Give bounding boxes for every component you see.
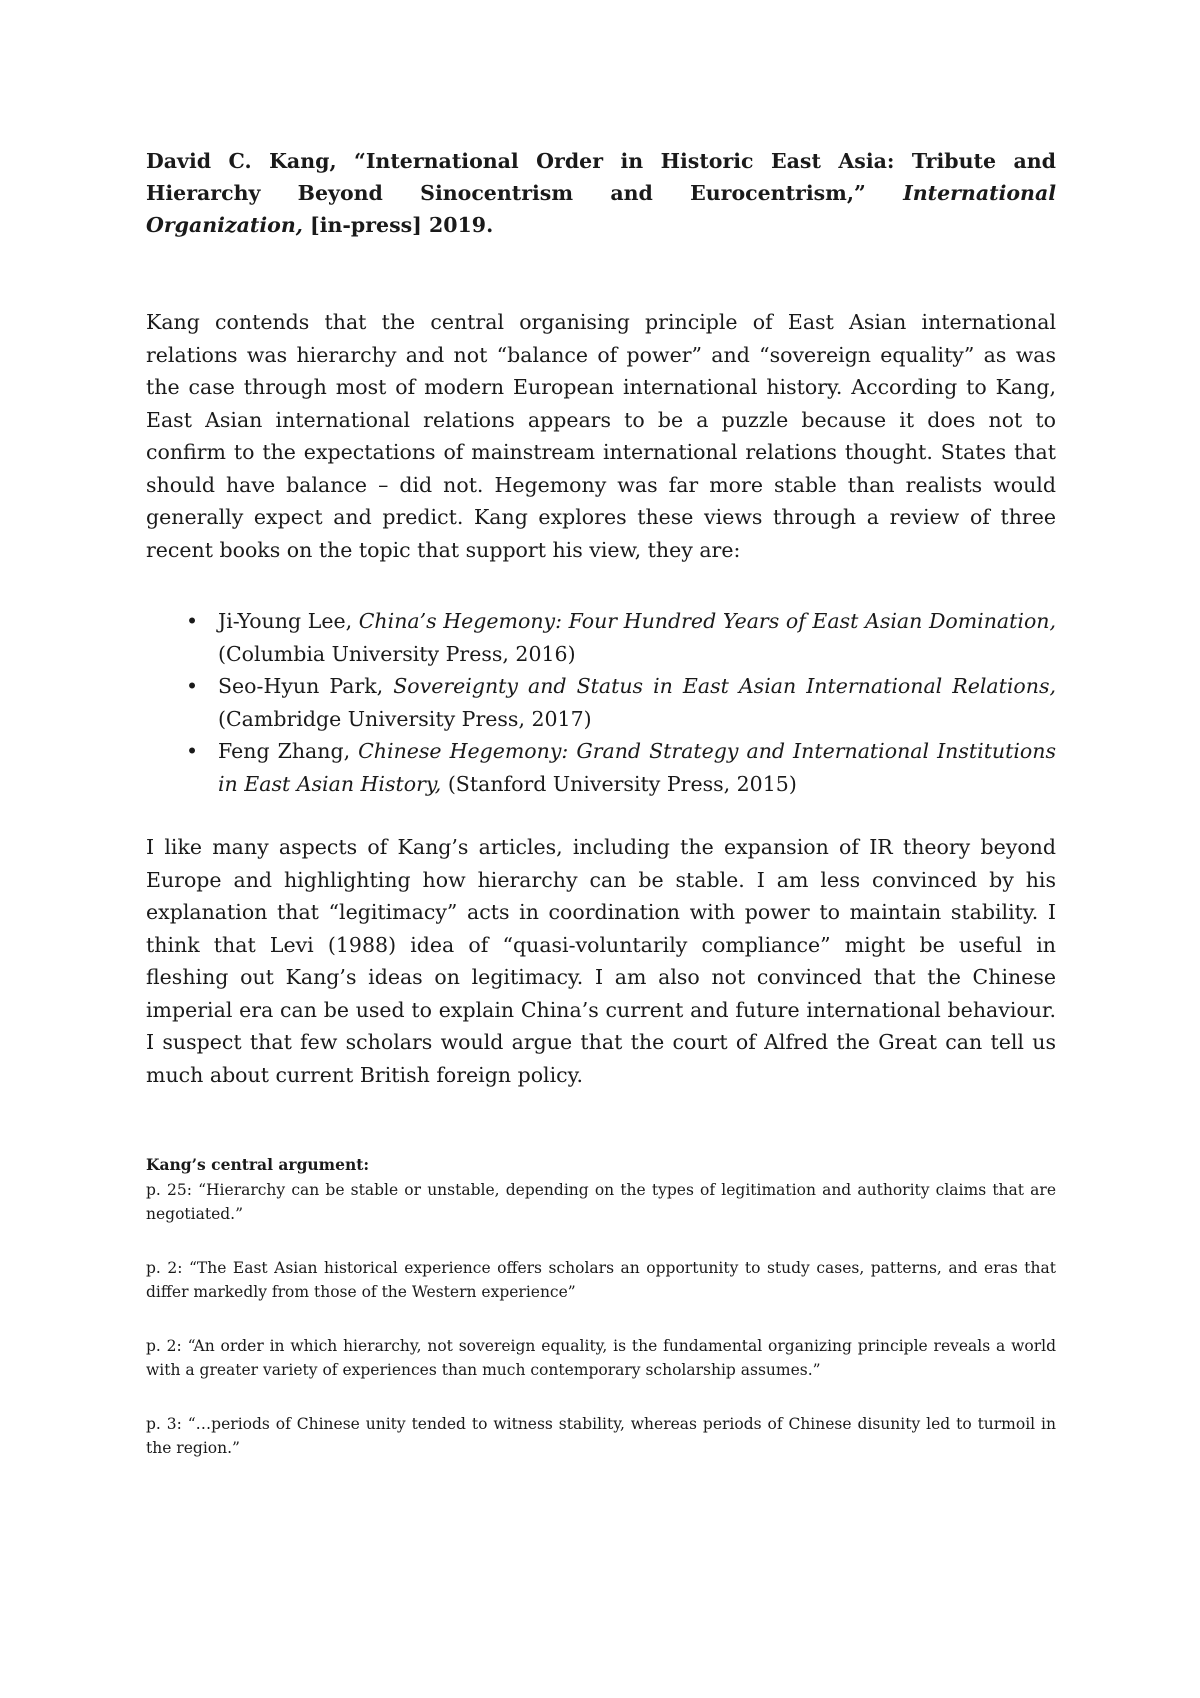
bullet-icon: • (186, 674, 199, 698)
book-author: Ji-Young Lee, (218, 609, 353, 633)
book-item (146, 735, 1056, 800)
book-title: Sovereignty and Status in East Asian International Relations, (393, 674, 1056, 698)
book-title: China’s Hegemony: Four Hundred Years of East Asian Domination, (358, 609, 1057, 633)
book-item (146, 605, 1056, 670)
citation-title (146, 145, 1056, 241)
quote-item: p. 3: “…periods of Chinese unity tended to witness stability, whereas periods of Chinese disunity led to turmoil in the region.” (146, 1414, 1056, 1457)
intro-paragraph: Kang contends that the central organising principle of East Asian international relations was hierarchy and not “balance of power” and “sovereign equality” as was the case through most of modern European international history. According to Kang, East Asian international relations appears to be a puzzle because it does not to confirm to the expectations of mainstream international relations thought. States that should have balance – did not. Hegemony was far more stable than realists would generally expect and predict. Kang explores these views through a review of three recent books on the topic that support his view, they are: (146, 310, 1056, 562)
bullet-icon: • (186, 739, 199, 763)
opinion-paragraph: I like many aspects of Kang’s articles, including the expansion of IR theory beyond Europe and highlighting how hierarchy can be stable. I am less convinced by his explanation that “legitimacy” acts in coordination with power to maintain stability. I think that Levi (1988) idea of “quasi-voluntarily compliance” might be useful in fleshing out Kang’s ideas on legitimacy. I am also not convinced that the Chinese imperial era can be used to explain China’s current and future international behaviour. I suspect that few scholars would argue that the court of Alfred the Great can tell us much about current British foreign policy. (146, 835, 1056, 1087)
book-list (146, 605, 1056, 800)
book-author: Feng Zhang, (218, 739, 351, 763)
central-argument-section (146, 1153, 1056, 1490)
book-publisher: (Columbia University Press, 2016) (218, 641, 576, 666)
citation-lead: David C. Kang, “International Order in Historic East Asia: Tribute and Hierarchy Beyond Sinocentrism and Eurocentrism,” (146, 149, 1056, 205)
quote-item: p. 2: “An order in which hierarchy, not sovereign equality, is the fundamental organizing principle reveals a world with a greater variety of experiences than much contemporary scholarship assumes.” (146, 1336, 1056, 1379)
book-item (146, 670, 1056, 735)
central-argument-heading: Kang’s central argument: (146, 1155, 370, 1174)
book-author: Seo-Hyun Park, (218, 674, 384, 698)
book-publisher: (Stanford University Press, 2015) (447, 771, 797, 796)
citation-tail: [in-press] 2019. (310, 213, 494, 237)
quote-item: p. 25: “Hierarchy can be stable or unstable, depending on the types of legitimation and authority claims that are negotiated.” (146, 1180, 1056, 1223)
quote-item: p. 2: “The East Asian historical experience offers scholars an opportunity to study cases, patterns, and eras that differ markedly from those of the Western experience” (146, 1258, 1056, 1301)
citation-journal: International Organization, (146, 181, 1057, 237)
book-publisher: (Cambridge University Press, 2017) (218, 706, 592, 731)
book-title: Chinese Hegemony: Grand Strategy and International Institutions in East Asian History, (218, 739, 1056, 796)
bullet-icon: • (186, 609, 199, 633)
